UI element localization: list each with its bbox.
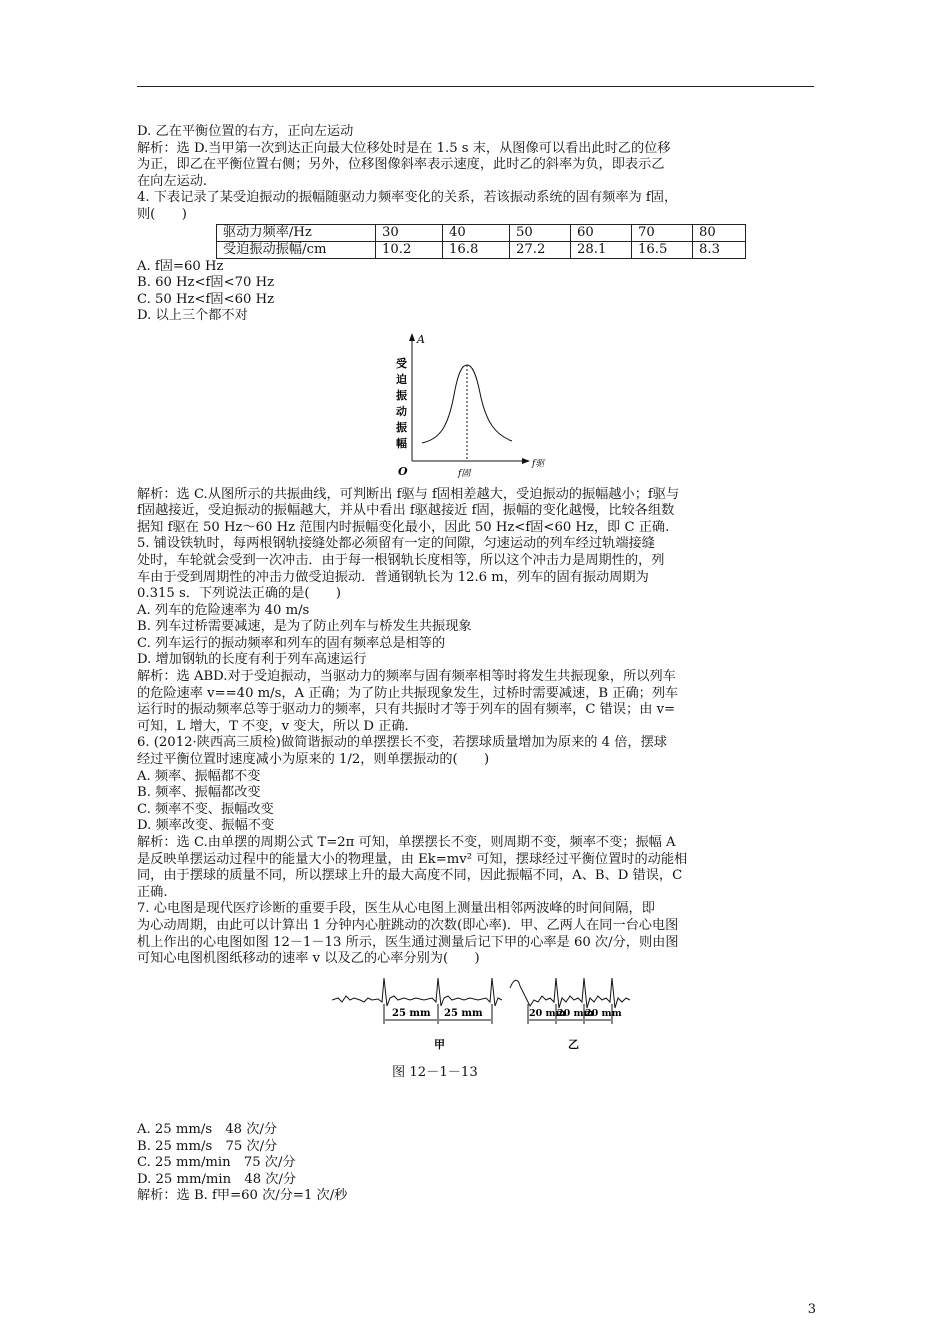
text-line: 运行时的振动频率总等于驱动力的频率，只有共振时才等于列车的固有频率，C 错误；由 v= bbox=[137, 702, 676, 718]
y-label-char: 迫 bbox=[396, 372, 407, 386]
y-axis-symbol: A bbox=[417, 332, 425, 346]
table-cell: 8.3 bbox=[693, 241, 746, 258]
y-label-char: 受 bbox=[396, 356, 407, 370]
table-cell: 30 bbox=[376, 224, 443, 241]
table-cell: 80 bbox=[693, 224, 746, 241]
x-mark-label: f固 bbox=[458, 468, 471, 479]
text-line: 5. 铺设铁轨时，每两根钢轨接缝处都必须留有一定的间隙，匀速运动的列车经过轨端接缝 bbox=[137, 536, 655, 552]
frequency-table bbox=[216, 224, 746, 259]
table-cell: 驱动力频率/Hz bbox=[217, 224, 376, 241]
text-line: 可知心电图机图纸移动的速率 v 以及乙的心率分别为( ) bbox=[137, 951, 480, 967]
ecg-jia-label: 25 mm bbox=[444, 1007, 483, 1019]
ecg-figure bbox=[332, 976, 817, 1082]
table-cell: 50 bbox=[510, 224, 571, 241]
text-line: 0.315 s．下列说法正确的是( ) bbox=[137, 586, 342, 602]
table-cell: 60 bbox=[571, 224, 632, 241]
spacer bbox=[137, 1082, 817, 1122]
text-line: 机上作出的心电图如图 12－1－13 所示，医生通过测量后记下甲的心率是 60 次/分，则由图 bbox=[137, 934, 679, 950]
table-row bbox=[217, 224, 746, 241]
table-cell: 70 bbox=[632, 224, 693, 241]
y-axis-arrow bbox=[409, 333, 415, 341]
x-axis-label: f驱 bbox=[532, 458, 545, 469]
text-line: 解析：选 B. f甲=60 次/分=1 次/秒 bbox=[137, 1188, 348, 1204]
ecg-trace-yi bbox=[510, 978, 630, 1008]
page-content bbox=[137, 124, 817, 1205]
ecg-yi-label: 20 mm bbox=[585, 1007, 622, 1019]
option-line: C. 50 Hz<f固<60 Hz bbox=[137, 291, 275, 307]
ecg-yi-label: 20 mm bbox=[529, 1007, 566, 1019]
header-rule bbox=[137, 86, 814, 87]
ecg-trace-jia bbox=[332, 978, 502, 1006]
origin-label: O bbox=[398, 464, 408, 478]
table-cell: 40 bbox=[443, 224, 510, 241]
figure-caption: 图 12－1－13 bbox=[392, 1065, 478, 1081]
text-line: 4. 下表记录了某受迫振动的振幅随驱动力频率变化的关系，若该振动系统的固有频率为 f固， bbox=[137, 190, 678, 206]
ecg-svg bbox=[332, 976, 632, 1056]
text-line: C. 列车运行的振动频率和列车的固有频率总是相等的 bbox=[137, 635, 446, 651]
text-line: C. 频率不变、振幅改变 bbox=[137, 801, 274, 817]
table-row bbox=[217, 241, 746, 258]
text-line: 据知 f驱在 50 Hz～60 Hz 范围内时振幅变化最小，因此 50 Hz<f固<60 Hz，即 C 正确. bbox=[137, 519, 670, 535]
text-line: B. 列车过桥需要减速，是为了防止列车与桥发生共振现象 bbox=[137, 619, 472, 635]
y-label-char: 振 bbox=[396, 420, 407, 434]
text-line: 同，由于摆球的质量不同，所以摆球上升的最大高度不同，因此振幅不同，A、B、D 错误，C bbox=[137, 868, 683, 884]
table-cell: 10.2 bbox=[376, 241, 443, 258]
table-cell: 16.8 bbox=[443, 241, 510, 258]
text-line: A. 频率、振幅都不变 bbox=[137, 768, 261, 784]
text-line: 6. (2012·陕西高三质检)做简谐振动的单摆摆长不变，若摆球质量增加为原来的 4 倍，摆球 bbox=[137, 735, 667, 751]
text-line: 经过平衡位置时速度减小为原来的 1/2，则单摆振动的( ) bbox=[137, 752, 490, 768]
resonance-curve-svg bbox=[392, 331, 562, 481]
text-line: D. 频率改变、振幅不变 bbox=[137, 818, 275, 834]
text-line: 则( ) bbox=[137, 206, 187, 222]
text-line: 处时，车轮就会受到一次冲击．由于每一根钢轨长度相等，所以这个冲击力是周期性的，列 bbox=[137, 552, 665, 568]
y-label-char: 振 bbox=[396, 388, 407, 402]
text-line: 可知，L 增大，T 不变，v 变大，所以 D 正确. bbox=[137, 718, 409, 734]
text-line: 为正，即乙在平衡位置右侧；另外，位移图像斜率表示速度，此时乙的斜率为负，即表示乙 bbox=[137, 157, 665, 173]
table-cell: 28.1 bbox=[571, 241, 632, 258]
x-axis-arrow bbox=[522, 458, 530, 464]
option-line: D. 25 mm/min 48 次/分 bbox=[137, 1171, 297, 1187]
y-label-char: 幅 bbox=[396, 436, 407, 450]
option-line: B. 60 Hz<f固<70 Hz bbox=[137, 275, 275, 291]
text-line: 解析：选 ABD.对于受迫振动，当驱动力的频率与固有频率相等时将发生共振现象，所以列车 bbox=[137, 669, 676, 685]
option-line: B. 25 mm/s 75 次/分 bbox=[137, 1138, 278, 1154]
text-line: 7. 心电图是现代医疗诊断的重要手段，医生从心电图上测量出相邻两波峰的时间间隔，即 bbox=[137, 901, 655, 917]
text-line: 车由于受到周期性的冲击力做受迫振动．普通钢轨长为 12.6 m，列车的固有振动周期为 bbox=[137, 569, 649, 585]
table-cell: 受迫振动振幅/cm bbox=[217, 241, 376, 258]
text-line: 在向左运动. bbox=[137, 173, 208, 189]
explanation-block bbox=[137, 487, 817, 968]
resonance-curve-figure bbox=[392, 331, 817, 487]
text-line: 解析：选 C.由单摆的周期公式 T=2π 可知，单摆摆长不变，则周期不变，频率不变；振幅 A bbox=[137, 835, 676, 850]
text-line: 正确. bbox=[137, 884, 168, 900]
ecg-yi-name: 乙 bbox=[568, 1037, 579, 1051]
ecg-jia-name: 甲 bbox=[434, 1037, 445, 1051]
text-line: f固越接近，受迫振动的振幅越大，并从中看出 f驱越接近 f固，振幅的变化越慢，比较各组数 bbox=[137, 503, 675, 519]
table-cell: 27.2 bbox=[510, 241, 571, 258]
text-line: B. 频率、振幅都改变 bbox=[137, 785, 261, 801]
option-line: A. 25 mm/s 48 次/分 bbox=[137, 1121, 278, 1137]
text-line: 解析：选 C.从图所示的共振曲线，可判断出 f驱与 f固相差越大，受迫振动的振幅越小；f驱与 bbox=[137, 486, 680, 502]
text-line: 解析：选 D.当甲第一次到达正向最大位移处时是在 1.5 s 末，从图像可以看出此时乙的位移 bbox=[137, 140, 671, 156]
text-line: A. 列车的危险速率为 40 m/s bbox=[137, 602, 310, 618]
text-line: D. 增加钢轨的长度有利于列车高速运行 bbox=[137, 652, 367, 668]
text-line: 为心动周期，由此可以计算出 1 分钟内心脏跳动的次数(即心率)．甲、乙两人在同一台心电图 bbox=[137, 917, 679, 933]
ecg-jia-label: 25 mm bbox=[392, 1007, 431, 1019]
table-cell: 16.5 bbox=[632, 241, 693, 258]
ecg-yi-label: 20 mm bbox=[557, 1007, 594, 1019]
option-line: D. 以上三个都不对 bbox=[137, 308, 248, 324]
y-label-char: 动 bbox=[396, 404, 407, 418]
text-line: 的危险速率 v==40 m/s，A 正确；为了防止共振现象发生，过桥时需要减速，B 正确；列车 bbox=[137, 685, 679, 701]
option-line: C. 25 mm/min 75 次/分 bbox=[137, 1155, 296, 1171]
text-line: D. 乙在平衡位置的右方，正向左运动 bbox=[137, 124, 354, 139]
text-line: 是反映单摆运动过程中的能量大小的物理量，由 Ek=mv² 可知，摆球经过平衡位置时的动能相 bbox=[137, 851, 688, 867]
resonance-curve bbox=[422, 365, 512, 443]
option-line: A. f固=60 Hz bbox=[137, 258, 224, 274]
page-number: 3 bbox=[807, 1302, 816, 1317]
